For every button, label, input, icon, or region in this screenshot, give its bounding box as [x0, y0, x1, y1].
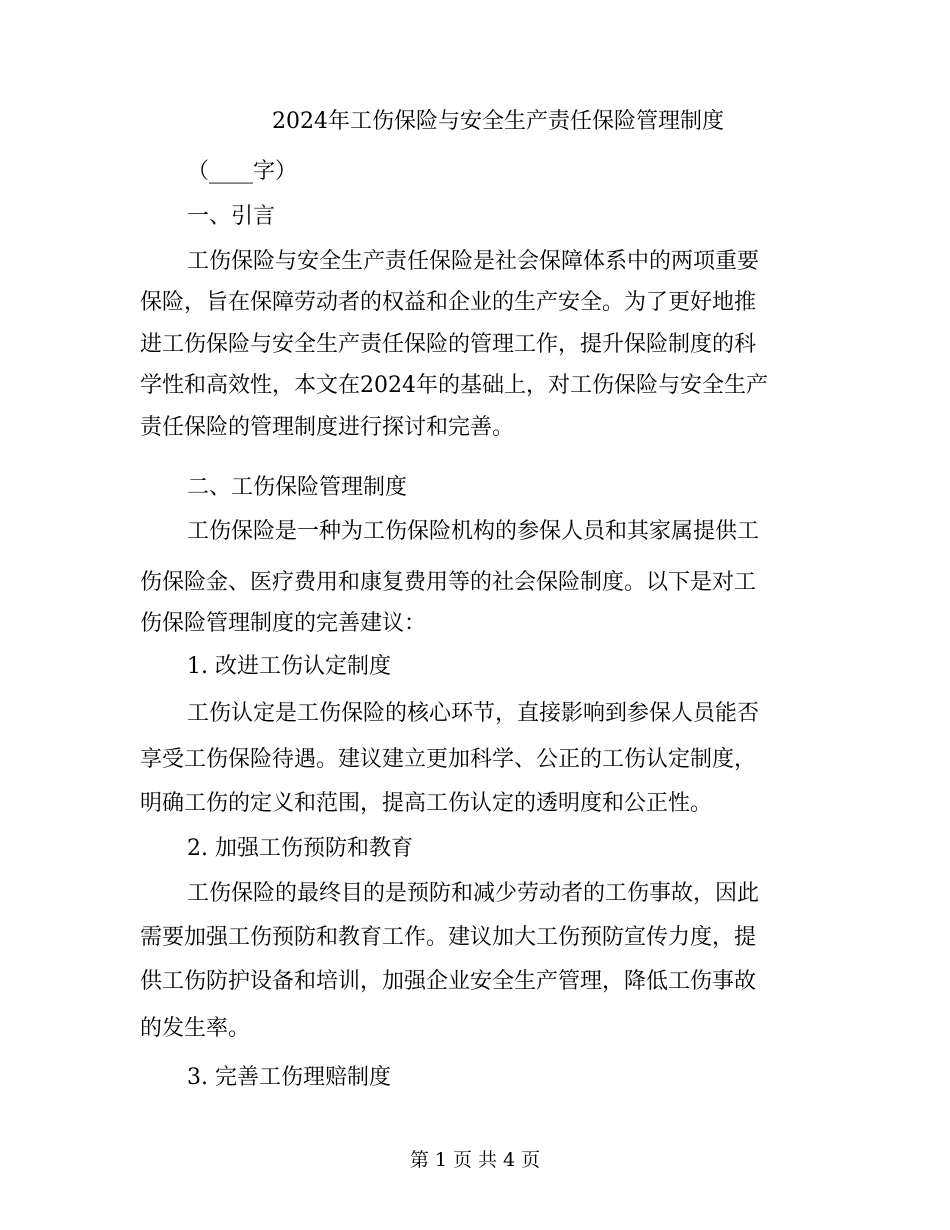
paragraph-line: 责任保险的管理制度进行探讨和完善。 [140, 415, 515, 440]
paragraph-line: 工伤保险与安全生产责任保险是社会保障体系中的两项重要 [187, 249, 760, 274]
paragraph-line: 需要加强工伤预防和教育工作。建议加大工伤预防宣传力度，提 [140, 925, 757, 950]
paragraph-line: 的发生率。 [140, 1016, 251, 1041]
paragraph-line: 工伤保险是一种为工伤保险机构的参保人员和其家属提供工 [187, 519, 760, 544]
paragraph-line: 保险，旨在保障劳动者的权益和企业的生产安全。为了更好地推 [140, 290, 757, 315]
paragraph-line: 进工伤保险与安全生产责任保险的管理工作，提升保险制度的科 [140, 332, 757, 357]
paragraph-line: 享受工伤保险待遇。建议建立更加科学、公正的工伤认定制度， [140, 747, 757, 772]
document-title: 2024年工伤保险与安全生产责任保险管理制度 [272, 109, 724, 134]
section-heading-introduction: 一、引言 [187, 204, 276, 229]
page-number-footer: 第 1 页 共 4 页 [409, 1149, 541, 1171]
subheading-item-1: 1. 改进工伤认定制度 [187, 654, 391, 679]
paragraph-line: 供工伤防护设备和培训，加强企业安全生产管理，降低工伤事故 [140, 969, 757, 994]
subheading-item-2: 2. 加强工伤预防和教育 [187, 836, 413, 861]
paragraph-line: 明确工伤的定义和范围，提高工伤认定的透明度和公正性。 [140, 791, 713, 816]
subheading-item-3: 3. 完善工伤理赔制度 [187, 1065, 391, 1090]
paragraph-line: 工伤保险的最终目的是预防和减少劳动者的工伤事故，因此 [187, 881, 760, 906]
paragraph-line: 学性和高效性，本文在2024年的基础上，对工伤保险与安全生产 [140, 373, 768, 398]
word-count-note: （____字） [187, 159, 298, 184]
paragraph-line: 伤保险管理制度的完善建议： [140, 611, 427, 636]
section-heading-injury-insurance: 二、工伤保险管理制度 [187, 475, 408, 500]
paragraph-line: 伤保险金、医疗费用和康复费用等的社会保险制度。以下是对工 [140, 570, 757, 595]
paragraph-line: 工伤认定是工伤保险的核心环节，直接影响到参保人员能否 [187, 701, 760, 726]
